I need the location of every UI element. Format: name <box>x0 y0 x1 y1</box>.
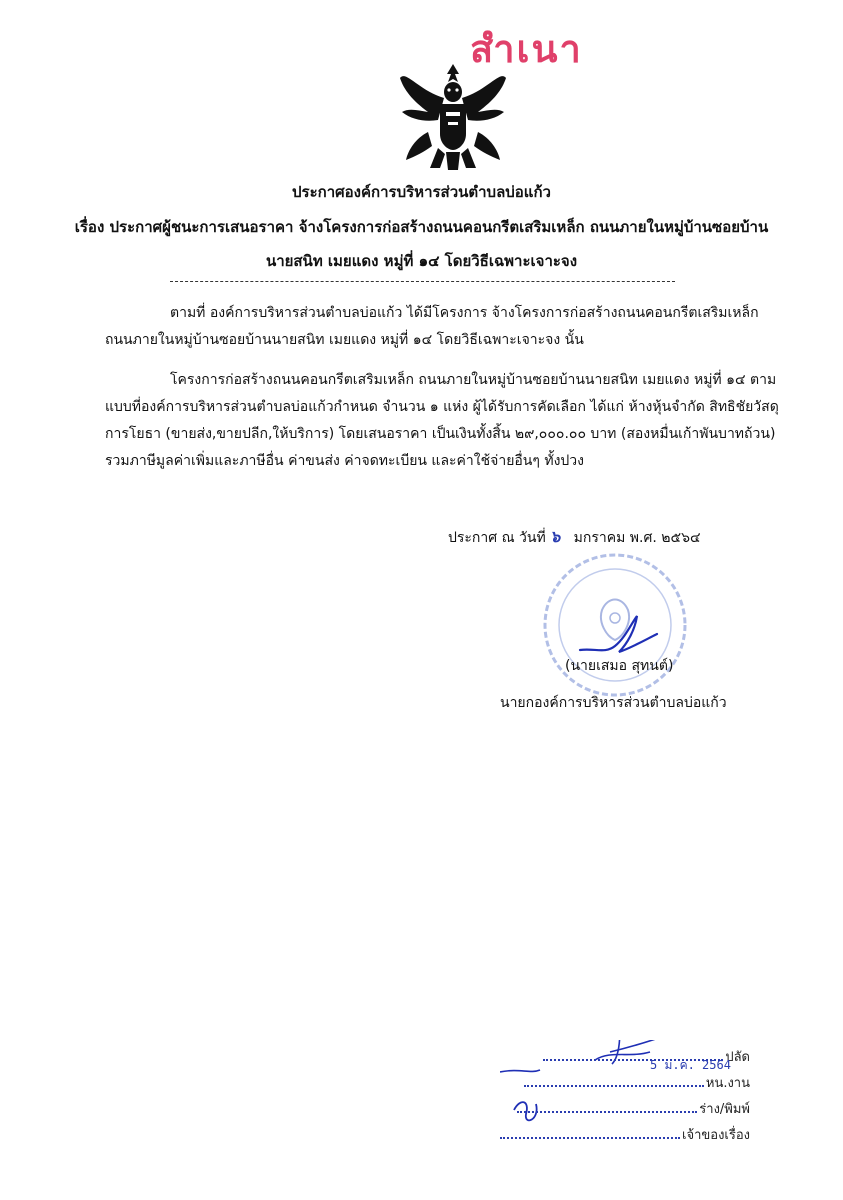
p1-line-1: ตามที่ องค์การบริหารส่วนตำบลบ่อแก้ว ได้มีโครงการ จ้างโครงการก่อสร้างถนนคอนกรีตเสริมเหล็ก <box>170 305 759 321</box>
subject-line-1: เรื่อง ประกาศผู้ชนะการเสนอราคา จ้างโครงการก่อสร้างถนนคอนกรีตเสริมเหล็ก ถนนภายในหมู่บ้านซอยบ้าน <box>74 218 769 236</box>
p2-line-1: โครงการก่อสร้างถนนคอนกรีตเสริมเหล็ก ถนนภายในหมู่บ้านซอยบ้านนายสนิท เมยแดง หมู่ที่ ๑๔ ตาม <box>170 372 777 388</box>
document-title: ประกาศองค์การบริหารส่วนตำบลบ่อแก้ว <box>292 183 551 201</box>
p2-line-4: รวมภาษีมูลค่าเพิ่มและภาษีอื่น ค่าขนส่ง ค่าจดทะเบียน และค่าใช้จ่ายอื่นๆ ทั้งปวง <box>105 453 584 469</box>
subject-line-2: นายสนิท เมยแดง หมู่ที่ ๑๔ โดยวิธีเฉพาะเจาะจง <box>265 252 578 270</box>
approval-owner-label: เจ้าของเรื่อง <box>682 1128 750 1143</box>
signer-name: (นายเสมอ สุทนต์) <box>565 658 674 674</box>
garuda-emblem-icon <box>398 60 508 175</box>
p2-line-3: การโยธา (ขายส่ง,ขายปลีก,ให้บริการ) โดยเสนอราคา เป็นเงินทั้งสิ้น ๒๙,๐๐๐.๐๐ บาท (สองหมื่นเก้าพันบาทถ้วน) <box>105 426 776 442</box>
announce-date <box>448 525 701 550</box>
approval-head-label: หน.งาน <box>705 1076 750 1091</box>
paragraph-2 <box>105 367 785 482</box>
approval-date: 5 ม.ค. 2564 <box>650 1058 731 1072</box>
announce-month-year: มกราคม พ.ศ. ๒๕๖๔ <box>573 530 701 546</box>
paragraph-1 <box>105 300 785 360</box>
copy-stamp: สำเนา <box>470 27 583 71</box>
signature-icon <box>575 610 660 660</box>
approval-block <box>500 1040 760 1150</box>
approval-row-owner <box>500 1124 750 1145</box>
announce-prefix: ประกาศ ณ วันที่ <box>448 530 546 546</box>
announce-day: ๖ <box>550 527 561 546</box>
approval-row-drafter <box>517 1098 750 1119</box>
p2-line-2: แบบที่องค์การบริหารส่วนตำบลบ่อแก้วกำหนด จำนวน ๑ แห่ง ผู้ได้รับการคัดเลือก ได้แก่ ห้างหุ้นจำกัด สิทธิชัยวัสดุ <box>105 399 779 415</box>
approval-row-head <box>524 1072 750 1093</box>
approval-drafter-label: ร่าง/พิมพ์ <box>699 1102 750 1117</box>
approval-chief-label: ปลัด <box>725 1050 750 1065</box>
title-divider <box>170 281 675 282</box>
p1-line-2: ถนนภายในหมู่บ้านซอยบ้านนายสนิท เมยแดง หมู่ที่ ๑๔ โดยวิธีเฉพาะเจาะจง นั้น <box>105 332 584 348</box>
signer-position: นายกองค์การบริหารส่วนตำบลบ่อแก้ว <box>500 695 727 711</box>
